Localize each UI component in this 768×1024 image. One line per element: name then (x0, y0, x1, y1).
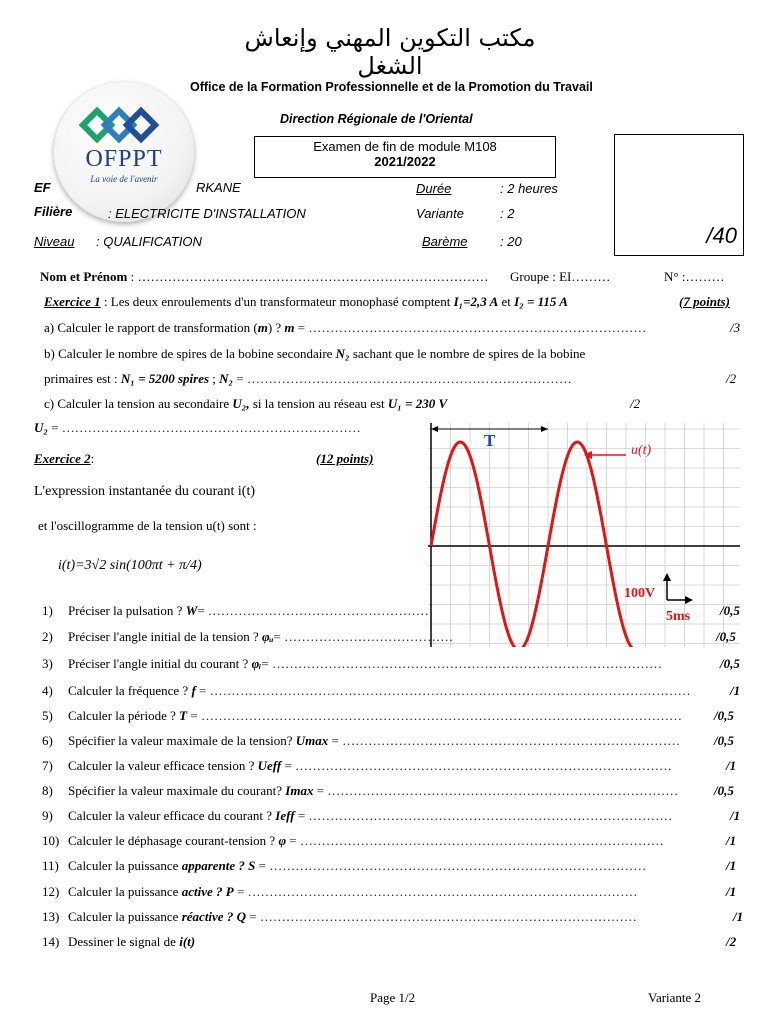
variante-label: Variante (416, 206, 464, 221)
question-text: Spécifier la valeur maximale de la tension? (68, 733, 296, 748)
bareme-label: Barème (422, 234, 468, 249)
ex1-b-answer-field[interactable]: = ………………………………………………………………… (233, 371, 572, 386)
ex1-question-b-line2 (44, 371, 572, 387)
volt-scale-label (624, 586, 655, 602)
question-number: 3) (42, 656, 53, 671)
groupe-field[interactable]: Groupe : EI……… (510, 269, 611, 284)
question-text: Calculer la période ? (68, 708, 180, 723)
ex2-intro1: L'expression instantanée du courant i(t) (34, 484, 256, 499)
numero-field[interactable]: N° :……… (664, 269, 725, 284)
question-answer-field[interactable]: = ………………………………………………………………………… (294, 808, 673, 823)
question-text: Calculer le déphasage courant-tension ? (68, 833, 279, 848)
question-number: 5) (42, 708, 53, 723)
logo-text: OFPPT (85, 146, 163, 172)
ex2-question-3 (42, 656, 662, 672)
question-text: Calculer la puissance (68, 884, 182, 899)
period-label-text: T (484, 431, 496, 450)
ex2-question-5 (42, 708, 682, 724)
efp-label: EF (34, 180, 51, 195)
ex2-question-10 (42, 833, 664, 849)
ex2-intro2: et l'oscillogramme de la tension u(t) sont : (38, 518, 257, 533)
period-label (484, 431, 495, 451)
efp-value: RKANE (196, 180, 241, 195)
question-points: /0,5 (714, 733, 734, 748)
question-answer-field[interactable]: = …………………………………………………………………………… (255, 858, 647, 873)
logo-tagline: La voie de l'avenir (90, 174, 158, 184)
curve-label-text: u(t) (631, 443, 652, 458)
exam-year: 2021/2022 (374, 154, 436, 169)
question-variable: Ueff (257, 758, 282, 773)
curve-label (631, 443, 651, 459)
question-points: /1 (726, 758, 737, 773)
question-number: 6) (42, 733, 53, 748)
volt-scale-arrowhead (663, 573, 671, 581)
ex1-i2: I₂ = 115 A (514, 294, 568, 309)
question-variable: T (179, 708, 188, 723)
period-arrow-left-head (431, 426, 438, 432)
question-answer-field[interactable]: = ………………………………… (273, 629, 454, 644)
page-number: Page 1/2 (370, 990, 416, 1005)
ex2-question-8 (42, 783, 678, 799)
bareme-value: : 20 (500, 234, 522, 249)
question-answer-field[interactable]: = ………………………………………………………………………… (286, 833, 664, 848)
ex1-b-n1: N₁ = 5200 spires (120, 371, 210, 386)
ex2-question-7 (42, 758, 672, 774)
question-points: /0,5 (720, 656, 740, 671)
ex2-question-11 (42, 858, 646, 874)
question-variable: réactive ? Q (181, 909, 246, 924)
office-title: Office de la Formation Professionnelle et de la Promotion du Travail (190, 80, 593, 94)
ex2-question-4 (42, 683, 691, 699)
question-points: /1 (726, 833, 737, 848)
question-variable: active ? P (181, 884, 234, 899)
question-text: Calculer la valeur efficace du courant ? (68, 808, 276, 823)
ex1-question-a (44, 320, 646, 336)
current-formula: i(t)=3√2 sin(100πt + π/4) (58, 558, 202, 573)
question-answer-field[interactable]: = ………………………………………………………………………………………………… (195, 683, 691, 698)
question-number: 13) (42, 909, 60, 924)
ex1-a-m: m (257, 320, 268, 335)
question-points: /0,5 (716, 629, 736, 644)
ex1-i1: I₁=2,3 A (453, 294, 499, 309)
question-variable: W (185, 603, 198, 618)
question-variable: φᵢ (251, 656, 262, 671)
question-answer-field[interactable]: = …………………………………………………………………… (328, 733, 681, 748)
time-scale-text: 5ms (666, 609, 691, 624)
student-line (40, 269, 488, 285)
question-text: Spécifier la valeur maximale du courant? (68, 783, 286, 798)
ex2-question-14 (42, 934, 195, 950)
question-variable: φᵤ (262, 629, 274, 644)
ex1-u2-line (34, 420, 361, 436)
question-points: /2 (726, 934, 737, 949)
question-text: Préciser l'angle initial du courant ? (68, 656, 252, 671)
ex1-c-text: c) Calculer la tension au secondaire (44, 396, 233, 411)
niveau-value: : QUALIFICATION (96, 234, 202, 249)
ex1-b-n2ans: N₂ (219, 371, 234, 386)
ex1-points: (7 points) (679, 294, 730, 309)
u-t-curve (431, 442, 638, 647)
question-number: 11) (42, 858, 59, 873)
question-number: 14) (42, 934, 60, 949)
question-number: 12) (42, 884, 60, 899)
ofppt-logo (54, 82, 194, 222)
direction-title: Direction Régionale de l'Oriental (280, 112, 473, 126)
question-points: /1 (726, 884, 737, 899)
niveau-label: Niveau (34, 234, 75, 249)
ex2-title-line (34, 451, 94, 467)
score-total: /40 (706, 223, 737, 248)
question-variable: apparente ? S (181, 858, 256, 873)
question-text: Calculer la fréquence ? (68, 683, 192, 698)
question-number: 8) (42, 783, 53, 798)
ex1-a-text2: ) ? (267, 320, 285, 335)
question-number: 1) (42, 603, 53, 618)
question-number: 9) (42, 808, 53, 823)
ex2-question-13 (42, 909, 637, 925)
ex1-b-text: b) Calculer le nombre de spires de la bobine secondaire (44, 346, 336, 361)
ex1-b-text3: primaires est : (44, 371, 121, 386)
name-field[interactable]: : ……………………………………………………………………… (127, 269, 489, 284)
ex2-question-6 (42, 733, 680, 749)
ex2-question-9 (42, 808, 672, 824)
ex1-b-n2: N₂ (335, 346, 350, 361)
question-variable: Umax (295, 733, 329, 748)
duree-value: : 2 heures (500, 181, 558, 196)
question-text: Dessiner le signal de (68, 934, 180, 949)
question-number: 2) (42, 629, 53, 644)
question-answer-field[interactable]: = ……………………………………………………………………………… (261, 656, 662, 671)
question-answer-field[interactable]: = ……………………………………………………………………………… (233, 884, 638, 899)
question-text: Calculer la puissance (68, 858, 182, 873)
question-number: 4) (42, 683, 53, 698)
question-number: 10) (42, 833, 60, 848)
filiere-value: : ELECTRICITE D'INSTALLATION (108, 206, 306, 221)
ex2-question-2 (42, 629, 453, 645)
ex2-question-12 (42, 884, 638, 900)
question-points: /0,5 (714, 783, 734, 798)
ex2-colon: : (90, 451, 95, 466)
question-answer-field[interactable]: = ……………………………………………………………………… (313, 783, 679, 798)
question-variable: f (191, 683, 196, 698)
name-label: Nom et Prénom (40, 269, 128, 284)
ex1-a-text: a) Calculer le rapport de transformation ( (44, 320, 258, 335)
ex1-b-text2: sachant que le nombre de spires de la bobine (349, 346, 586, 361)
ex1-u2-answer-field[interactable]: = …………………………………………………………… (47, 420, 361, 435)
oscillogram-svg (428, 423, 740, 647)
ex1-b-points: /2 (726, 371, 737, 386)
ex2-question-1 (42, 603, 429, 619)
filiere-label: Filière (34, 204, 73, 219)
ex1-question-b-line1 (44, 346, 585, 362)
ex2-title: Exercice 2 (34, 451, 91, 466)
variante-footer: Variante 2 (648, 990, 702, 1005)
variante-value: : 2 (500, 206, 515, 221)
question-variable: φ (278, 833, 287, 848)
question-text: Préciser la pulsation ? (68, 603, 186, 618)
question-answer-field[interactable]: = …………………………………………………………………………… (281, 758, 673, 773)
ex1-a-points: /3 (730, 320, 741, 335)
question-variable: Ieff (275, 808, 295, 823)
question-variable: Imax (285, 783, 314, 798)
question-points: /1 (730, 683, 741, 698)
question-points: /0,5 (714, 708, 734, 723)
ex1-and: et (498, 294, 515, 309)
time-scale-label (666, 609, 690, 625)
question-answer-field[interactable]: = …………………………………………… (197, 603, 429, 618)
time-scale-arrowhead (685, 596, 693, 604)
score-box (614, 134, 744, 256)
ex1-c-u2: U₂, (232, 396, 250, 411)
ex1-c-points: /2 (630, 396, 641, 411)
arabic-title: مكتب التكوين المهني وإنعاش الشغل (244, 24, 536, 80)
ex1-intro (44, 294, 568, 310)
question-variable: i(t) (179, 934, 196, 949)
question-text: Calculer la valeur efficace tension ? (68, 758, 258, 773)
ex1-b-text4: ; (209, 371, 220, 386)
question-points: /1 (726, 858, 737, 873)
question-points: /1 (730, 808, 741, 823)
question-text: Préciser l'angle initial de la tension ? (68, 629, 263, 644)
period-arrow-right-head (541, 426, 548, 432)
ex2-points: (12 points) (316, 451, 374, 466)
duree-label: Durée (416, 181, 452, 196)
ex1-a-answer-field[interactable]: = …………………………………………………………………… (294, 320, 647, 335)
question-answer-field[interactable]: = …………………………………………………………………………… (245, 909, 637, 924)
ex1-u2-label: U₂ (34, 420, 48, 435)
ex1-a-ans: m (284, 320, 295, 335)
question-text: Calculer la puissance (68, 909, 182, 924)
ex1-intro-text: : Les deux enroulements d'un transformateur monophasé comptent (100, 294, 454, 309)
exam-title: Examen de fin de module M108 (313, 139, 497, 154)
exam-title-box (254, 136, 556, 178)
volt-scale-text: 100V (624, 586, 656, 601)
question-answer-field[interactable]: = ………………………………………………………………………………………………… (187, 708, 682, 723)
ex1-c-text2: si la tension au réseau est (249, 396, 388, 411)
ex1-question-c (44, 396, 447, 412)
question-points: /1 (733, 909, 744, 924)
oscillogram (428, 423, 740, 647)
question-points: /0,5 (720, 603, 740, 618)
question-number: 7) (42, 758, 53, 773)
ex1-title: Exercice 1 (44, 294, 101, 309)
ex1-c-u1: U₁ = 230 V (387, 396, 448, 411)
